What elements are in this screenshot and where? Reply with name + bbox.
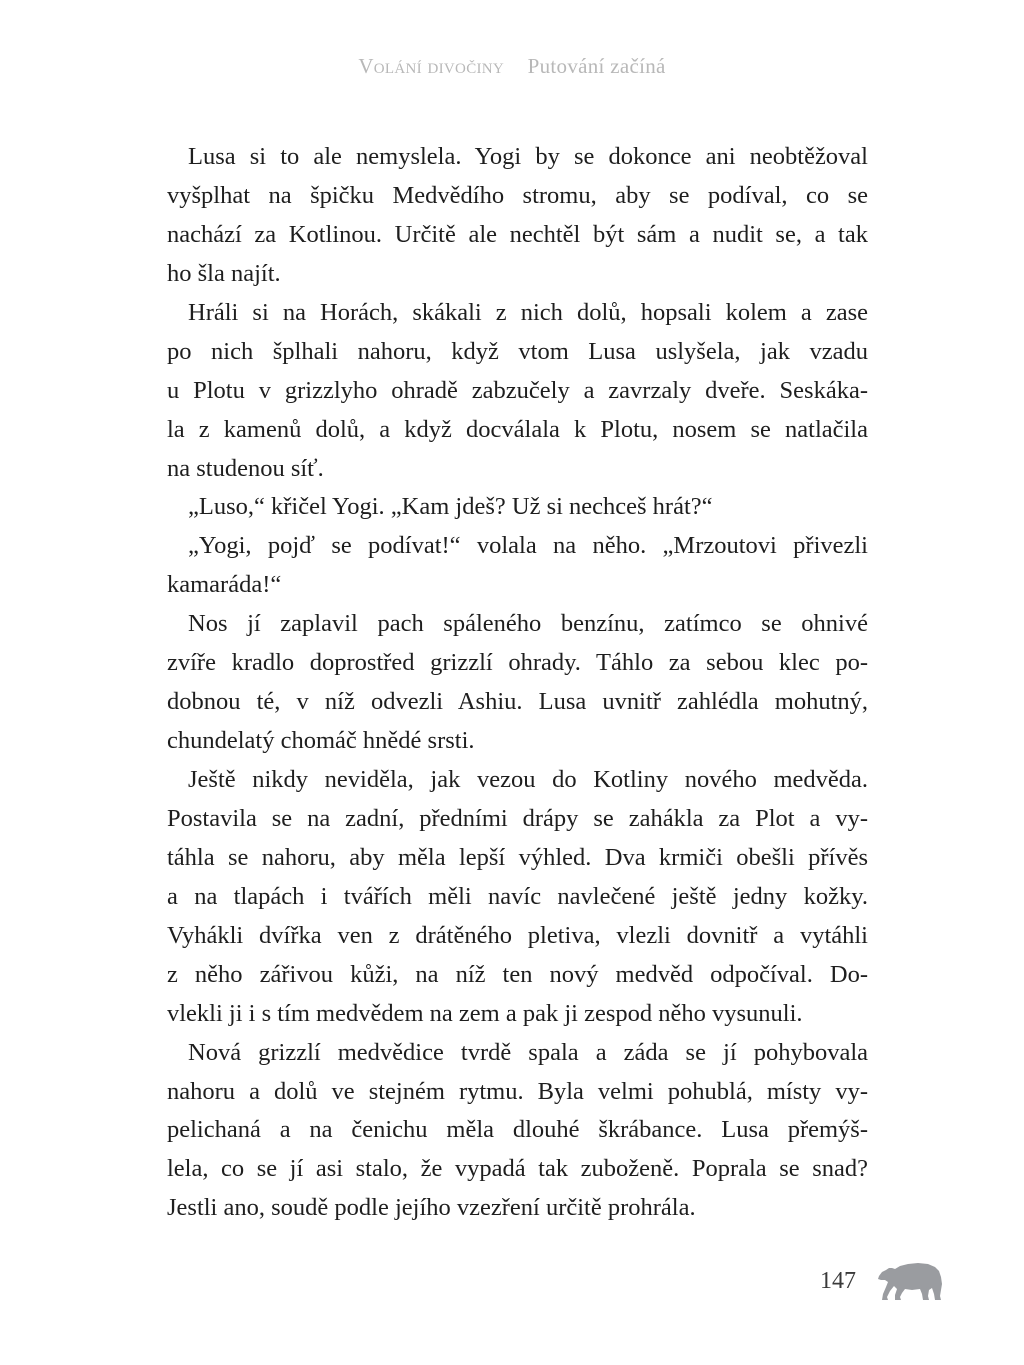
text-line (167, 1073, 868, 1112)
paragraph (167, 527, 868, 605)
text-line-content: zvíře kradlo doprostřed grizzlí ohrady. Táhlo za sebou klec po- (167, 649, 868, 677)
text-line (167, 177, 868, 216)
text-line (167, 800, 868, 839)
text-line (167, 333, 868, 372)
text-line-content: kamaráda!“ (167, 571, 282, 599)
text-line (167, 1150, 868, 1189)
text-line (167, 450, 868, 489)
text-line-content: chundelatý chomáč hnědé srsti. (167, 727, 475, 755)
text-line (167, 216, 868, 255)
text-line-content: vyšplhat na špičku Medvědího stromu, aby se podíval, co se (167, 181, 868, 209)
text-line-content: Jestli ano, soudě podle jejího vzezření určitě prohrála. (167, 1194, 696, 1222)
running-head (0, 54, 1024, 79)
text-line (167, 411, 868, 450)
text-line-content: nahoru a dolů ve stejném rytmu. Byla velmi pohublá, místy vy- (167, 1077, 868, 1105)
text-line (167, 1189, 868, 1228)
text-line-content: nachází za Kotlinou. Určitě ale nechtěl být sám a nudit se, a tak (167, 220, 868, 248)
text-line-content: Nos jí zaplavil pach spáleného benzínu, zatímco se ohnivé (188, 610, 868, 638)
text-line-content: z něho zářivou kůži, na níž ten nový medvěd odpočíval. Do- (167, 960, 868, 988)
text-line (167, 566, 868, 605)
text-line (167, 294, 868, 333)
text-line (167, 488, 868, 527)
text-line (167, 1111, 868, 1150)
text-line-content: pelichaná a na čenichu měla dlouhé škrábance. Lusa přemýš- (167, 1116, 868, 1144)
text-line-content: Hráli si na Horách, skákali z nich dolů, hopsali kolem a zase (188, 298, 868, 326)
text-line (167, 722, 868, 761)
running-head-chapter-title: Putování začíná (527, 54, 666, 78)
paragraph (167, 138, 868, 294)
text-line-content: po nich šplhali nahoru, když vtom Lusa uslyšela, jak vzadu (167, 337, 868, 365)
text-line (167, 878, 868, 917)
bear-icon (876, 1260, 944, 1302)
text-line (167, 1034, 868, 1073)
text-line-content: dobnou té, v níž odvezli Ashiu. Lusa uvnitř zahlédla mohutný, (167, 688, 868, 716)
text-line (167, 644, 868, 683)
running-head-book-title: Volání divočiny (358, 54, 505, 78)
paragraph (167, 605, 868, 761)
text-line-content: „Luso,“ křičel Yogi. „Kam jdeš? Už si nechceš hrát?“ (188, 493, 713, 521)
text-line (167, 255, 868, 294)
text-line-content: u Plotu v grizzlyho ohradě zabzučely a zavrzaly dveře. Seskáka- (167, 376, 868, 404)
text-line-content: Ještě nikdy neviděla, jak vezou do Kotliny nového medvěda. (188, 766, 868, 793)
body-text (167, 138, 868, 1228)
text-line (167, 138, 868, 177)
text-line (167, 372, 868, 411)
text-line-content: „Yogi, pojď se podívat!“ volala na něho. „Mrzoutovi přivezli (188, 532, 868, 560)
paragraph (167, 1034, 868, 1229)
text-line-content: a na tlapách i tvářích měli navíc navlečené ještě jedny kožky. (167, 882, 868, 910)
paragraph (167, 294, 868, 489)
text-line-content: la z kamenů dolů, a když docválala k Plotu, nosem se natlačila (167, 415, 868, 443)
text-line (167, 605, 868, 644)
text-line (167, 527, 868, 566)
page-number: 147 (820, 1268, 856, 1294)
text-line (167, 956, 868, 995)
text-line (167, 917, 868, 956)
text-line-content: Postavila se na zadní, předními drápy se zahákla za Plot a vy- (167, 804, 868, 832)
text-line-content: Vyhákli dvířka ven z drátěného pletiva, vlezli dovnitř a vytáhli (167, 921, 868, 949)
text-line (167, 995, 868, 1034)
text-line-content: na studenou síť. (167, 454, 324, 482)
text-line (167, 761, 868, 800)
text-line-content: vlekli ji i s tím medvědem na zem a pak ji zespod něho vysunuli. (167, 999, 803, 1027)
text-line-content: táhla se nahoru, aby měla lepší výhled. Dva krmiči obešli přívěs (167, 843, 868, 871)
paragraph (167, 761, 868, 1034)
paragraph (167, 488, 868, 527)
text-line-content: Nová grizzlí medvědice tvrdě spala a záda se jí pohybovala (188, 1038, 868, 1066)
text-line (167, 839, 868, 878)
text-line-content: Lusa si to ale nemyslela. Yogi by se dokonce ani neobtěžoval (188, 143, 868, 170)
text-line-content: lela, co se jí asi stalo, že vypadá tak zuboženě. Poprala se snad? (167, 1155, 868, 1183)
text-line (167, 683, 868, 722)
text-line-content: ho šla najít. (167, 259, 281, 287)
